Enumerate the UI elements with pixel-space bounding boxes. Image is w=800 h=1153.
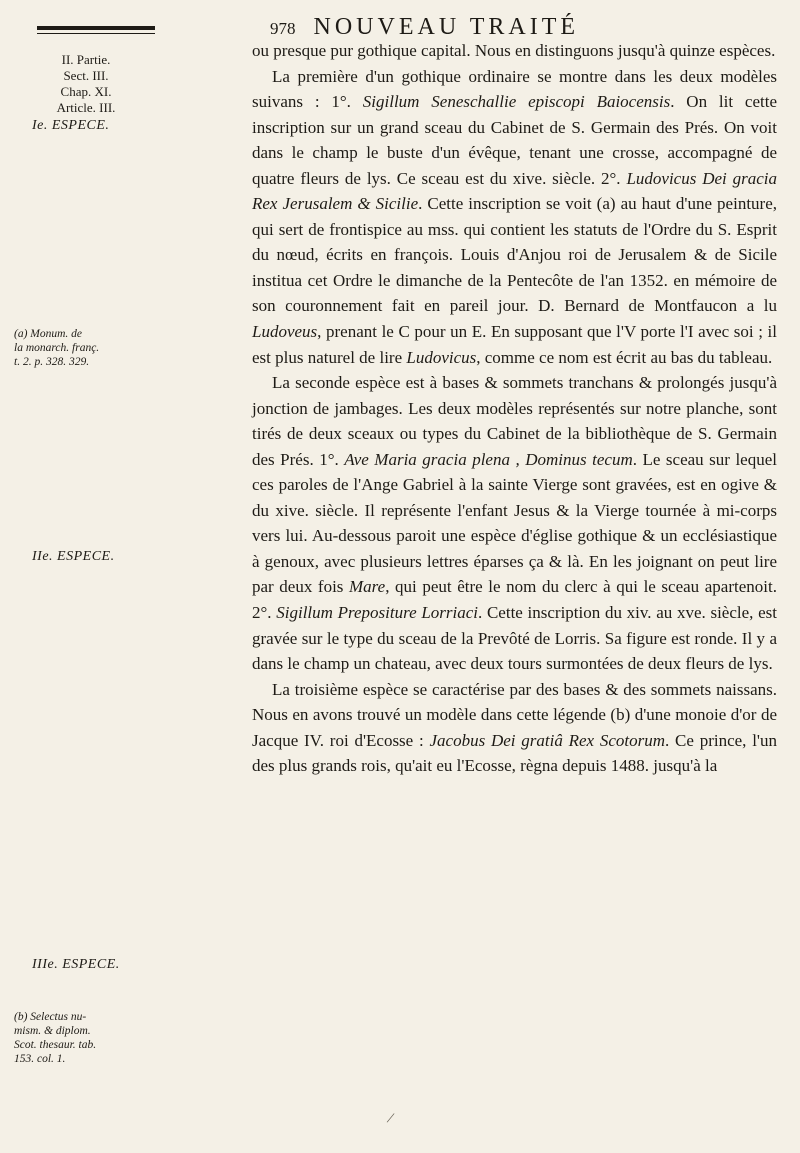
margin-article: Article. III. — [56, 100, 116, 115]
margin-location — [16, 52, 156, 116]
running-header — [270, 14, 770, 41]
margin-section: Sect. III. — [63, 68, 109, 83]
paragraph-intro: ou presque pur gothique capital. Nous en distinguons jusqu'à quinze espèces. — [252, 41, 776, 60]
paragraph-species-3: La troisième espèce se caractérise par des bases & des sommets naissans. Nous en avons trouvé un modèle dans cette légende (b) d'une monoie d'or de Jacque IV. roi d'Ecosse : Jacobus Dei gratiâ Rex Scotorum. Ce prince, l'un des plus grands rois, qu'ait eu l'Ecosse, règna depuis 1488. jusqu'à la — [252, 679, 777, 776]
margin-species-3: IIIe. ESPECE. — [32, 957, 120, 972]
paragraph-species-1: La première d'un gothique ordinaire se montre dans les deux modèles suivans : 1°. Sigillum Seneschallie episcopi Baiocensis. On lit cette inscription sur un grand sceau du Cabinet de S. Germain des Prés. On voit dans le champ le buste d'un évêque, tenant une crosse, accompagné de quatre fleurs de lys. Ce sceau est du xive. siècle. 2°. Ludovicus Dei gracia Rex Jerusalem & Sicilie. Cette inscription se voit (a) au haut d'une peinture, qui sert de frontispice au mss. qui contient les statuts de l'Ordre du S. Esprit du nœud, écrits en françois. Louis d'Anjou roi de Jerusalem & de Sicile institua cet Ordre le dimanche de la Pentecôte de l'an 1352. en mémoire de son couronnement fait en pareil jour. D. Bernard de Montfaucon a lu Ludoveus, prenant le C pour un E. En supposant que l'V porte l'I avec soi ; il est plus naturel de lire Ludovicus, comme ce nom est écrit au bas du tableau. — [252, 66, 777, 367]
margin-species-1: Ie. ESPECE. — [32, 118, 110, 133]
margin-note-a: (a) Monum. de la monarch. franç. t. 2. p. 328. 329. — [14, 328, 100, 368]
header-rule — [37, 26, 155, 30]
margin-part: II. Partie. — [61, 52, 111, 67]
margin-chapter: Chap. XI. — [60, 84, 112, 99]
margin-species-2: IIe. ESPECE. — [32, 549, 115, 564]
paragraph-species-2: La seconde espèce est à bases & sommets tranchans & prolongés jusqu'à jonction de jambages. Les deux modèles représentés sur notre planche, sont tirés de deux sceaux ou types du Cabinet de la bibliothèque de S. Germain des Prés. 1°. Ave Maria gracia plena , Dominus tecum. Le sceau sur lequel ces paroles de l'Ange Gabriel à la sainte Vierge sont gravées, est en ogive & du xive. siècle. Il représente l'enfant Jesus & la Vierge tournée à mi-corps vers lui. Au-dessous paroit une espèce d'église gothique & un ecclésiastique à genoux, avec plusieurs lettres éparses ça & là. En les joignant on peut lire par deux fois Mare, qui peut être le nom du clerc à qui le sceau apartenoit. 2°. Sigillum Prepositure Lorriaci. Cette inscription du xiv. au xve. siècle, est gravée sur le type du sceau de la Prevôté de Lorris. Sa figure est ronde. Il y a dans le champ un chateau, avec deux tours surmontées de deux fleurs de lys. — [252, 373, 777, 674]
page-number: 978 — [270, 19, 296, 38]
page-mark: / — [385, 1109, 396, 1128]
header-rule-thin — [37, 33, 155, 34]
margin-note-b: (b) Selectus nu- mism. & diplom. Scot. thesaur. tab. 153. col. 1. — [14, 1011, 97, 1065]
running-title: NOUVEAU TRAITÉ — [313, 14, 580, 40]
body-text — [252, 38, 777, 779]
